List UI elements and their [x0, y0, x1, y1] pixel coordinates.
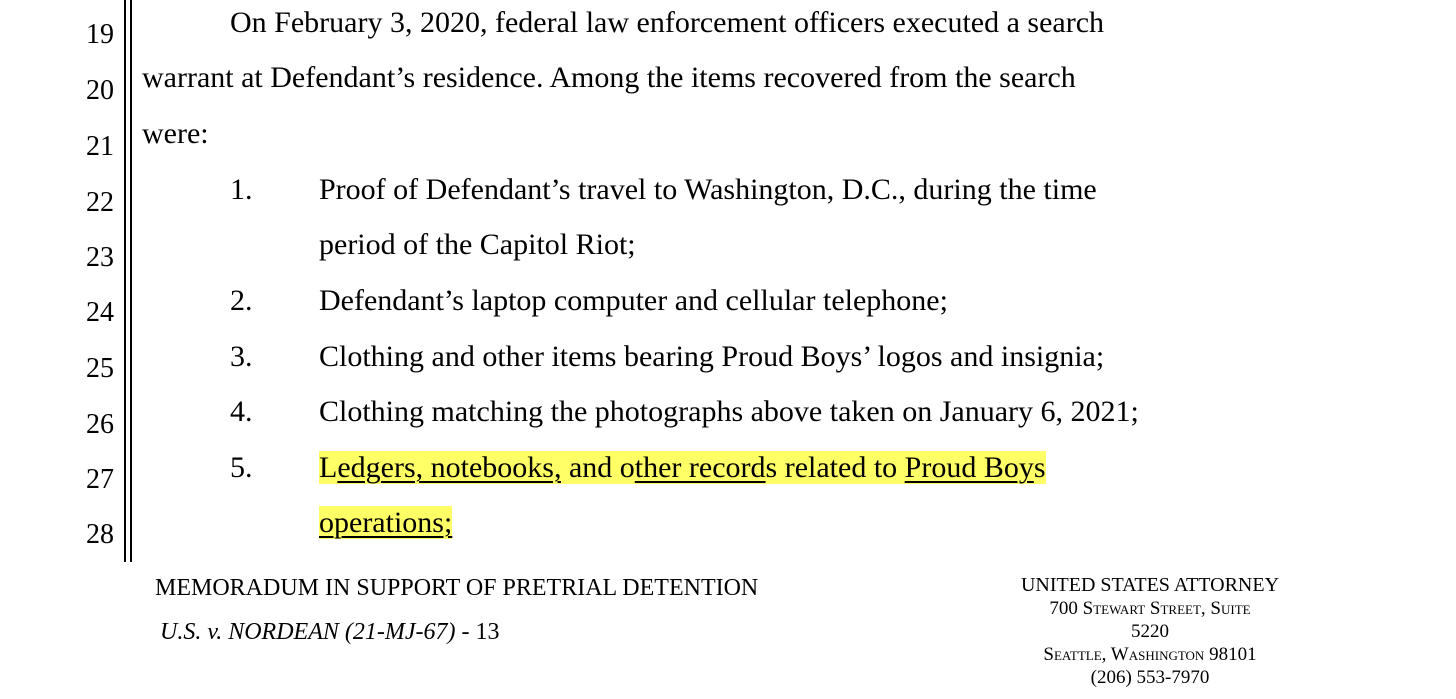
paragraph-line: were:	[142, 117, 209, 150]
list-item-number: 5.	[230, 451, 253, 484]
underlined-text: ther record	[634, 451, 766, 484]
highlight-span: L	[319, 451, 338, 484]
line-number: 27	[86, 464, 114, 495]
list-item-text: Clothing matching the photographs above taken on January 6, 2021;	[319, 395, 1139, 428]
line-number: 28	[86, 519, 114, 550]
list-item-text: Clothing and other items bearing Proud Boys’ logos and insignia;	[319, 340, 1105, 373]
line-number: 26	[86, 409, 114, 440]
line-number: 22	[86, 187, 114, 218]
list-item-text: period of the Capitol Riot;	[319, 228, 636, 261]
list-item-text: Proof of Defendant’s travel to Washington, D.C., during the time	[319, 173, 1097, 206]
list-item-number: 1.	[230, 173, 253, 206]
line-number: 21	[86, 131, 114, 162]
margin-rule-left	[124, 0, 126, 562]
list-item-text-highlighted	[319, 453, 1046, 483]
footer-address: 5220	[1131, 621, 1169, 642]
line-number: 19	[86, 19, 114, 50]
list-item-number: 2.	[230, 284, 253, 317]
footer-phone: (206) 553-7970	[1090, 667, 1210, 688]
footer-address: Seattle, Washington 98101	[1043, 644, 1257, 665]
footer-case-caption	[160, 620, 499, 644]
underlined-text: operations;	[319, 506, 453, 539]
list-item-number: 4.	[230, 395, 253, 428]
list-item-text: Defendant’s laptop computer and cellular telephone;	[319, 284, 948, 317]
highlight-span: s related to	[765, 451, 905, 484]
case-name: U.S. v. NORDEAN (21-MJ-67)	[160, 619, 456, 645]
list-item-text-highlighted	[319, 508, 452, 538]
footer-address: 700 Stewart Street, Suite	[1049, 598, 1251, 619]
line-number: 24	[86, 297, 114, 328]
paragraph-line: On February 3, 2020, federal law enforcement officers executed a search	[230, 6, 1105, 39]
line-number: 25	[86, 353, 114, 384]
underlined-text: edgers, notebooks,	[337, 451, 562, 484]
underlined-text: Proud Boy	[904, 451, 1034, 484]
highlight-span: s	[1033, 451, 1046, 484]
line-number: 20	[86, 75, 114, 106]
page-number: - 13	[455, 619, 500, 645]
footer-office: UNITED STATES ATTORNEY	[1020, 574, 1280, 596]
highlight-span: and o	[561, 451, 635, 484]
margin-rule-right	[130, 0, 132, 562]
list-item-number: 3.	[230, 340, 253, 373]
footer-document-title: MEMORADUM IN SUPPORT OF PRETRIAL DETENTION	[155, 575, 759, 601]
line-number: 23	[86, 242, 114, 273]
paragraph-line: warrant at Defendant’s residence. Among the items recovered from the search	[142, 61, 1076, 94]
